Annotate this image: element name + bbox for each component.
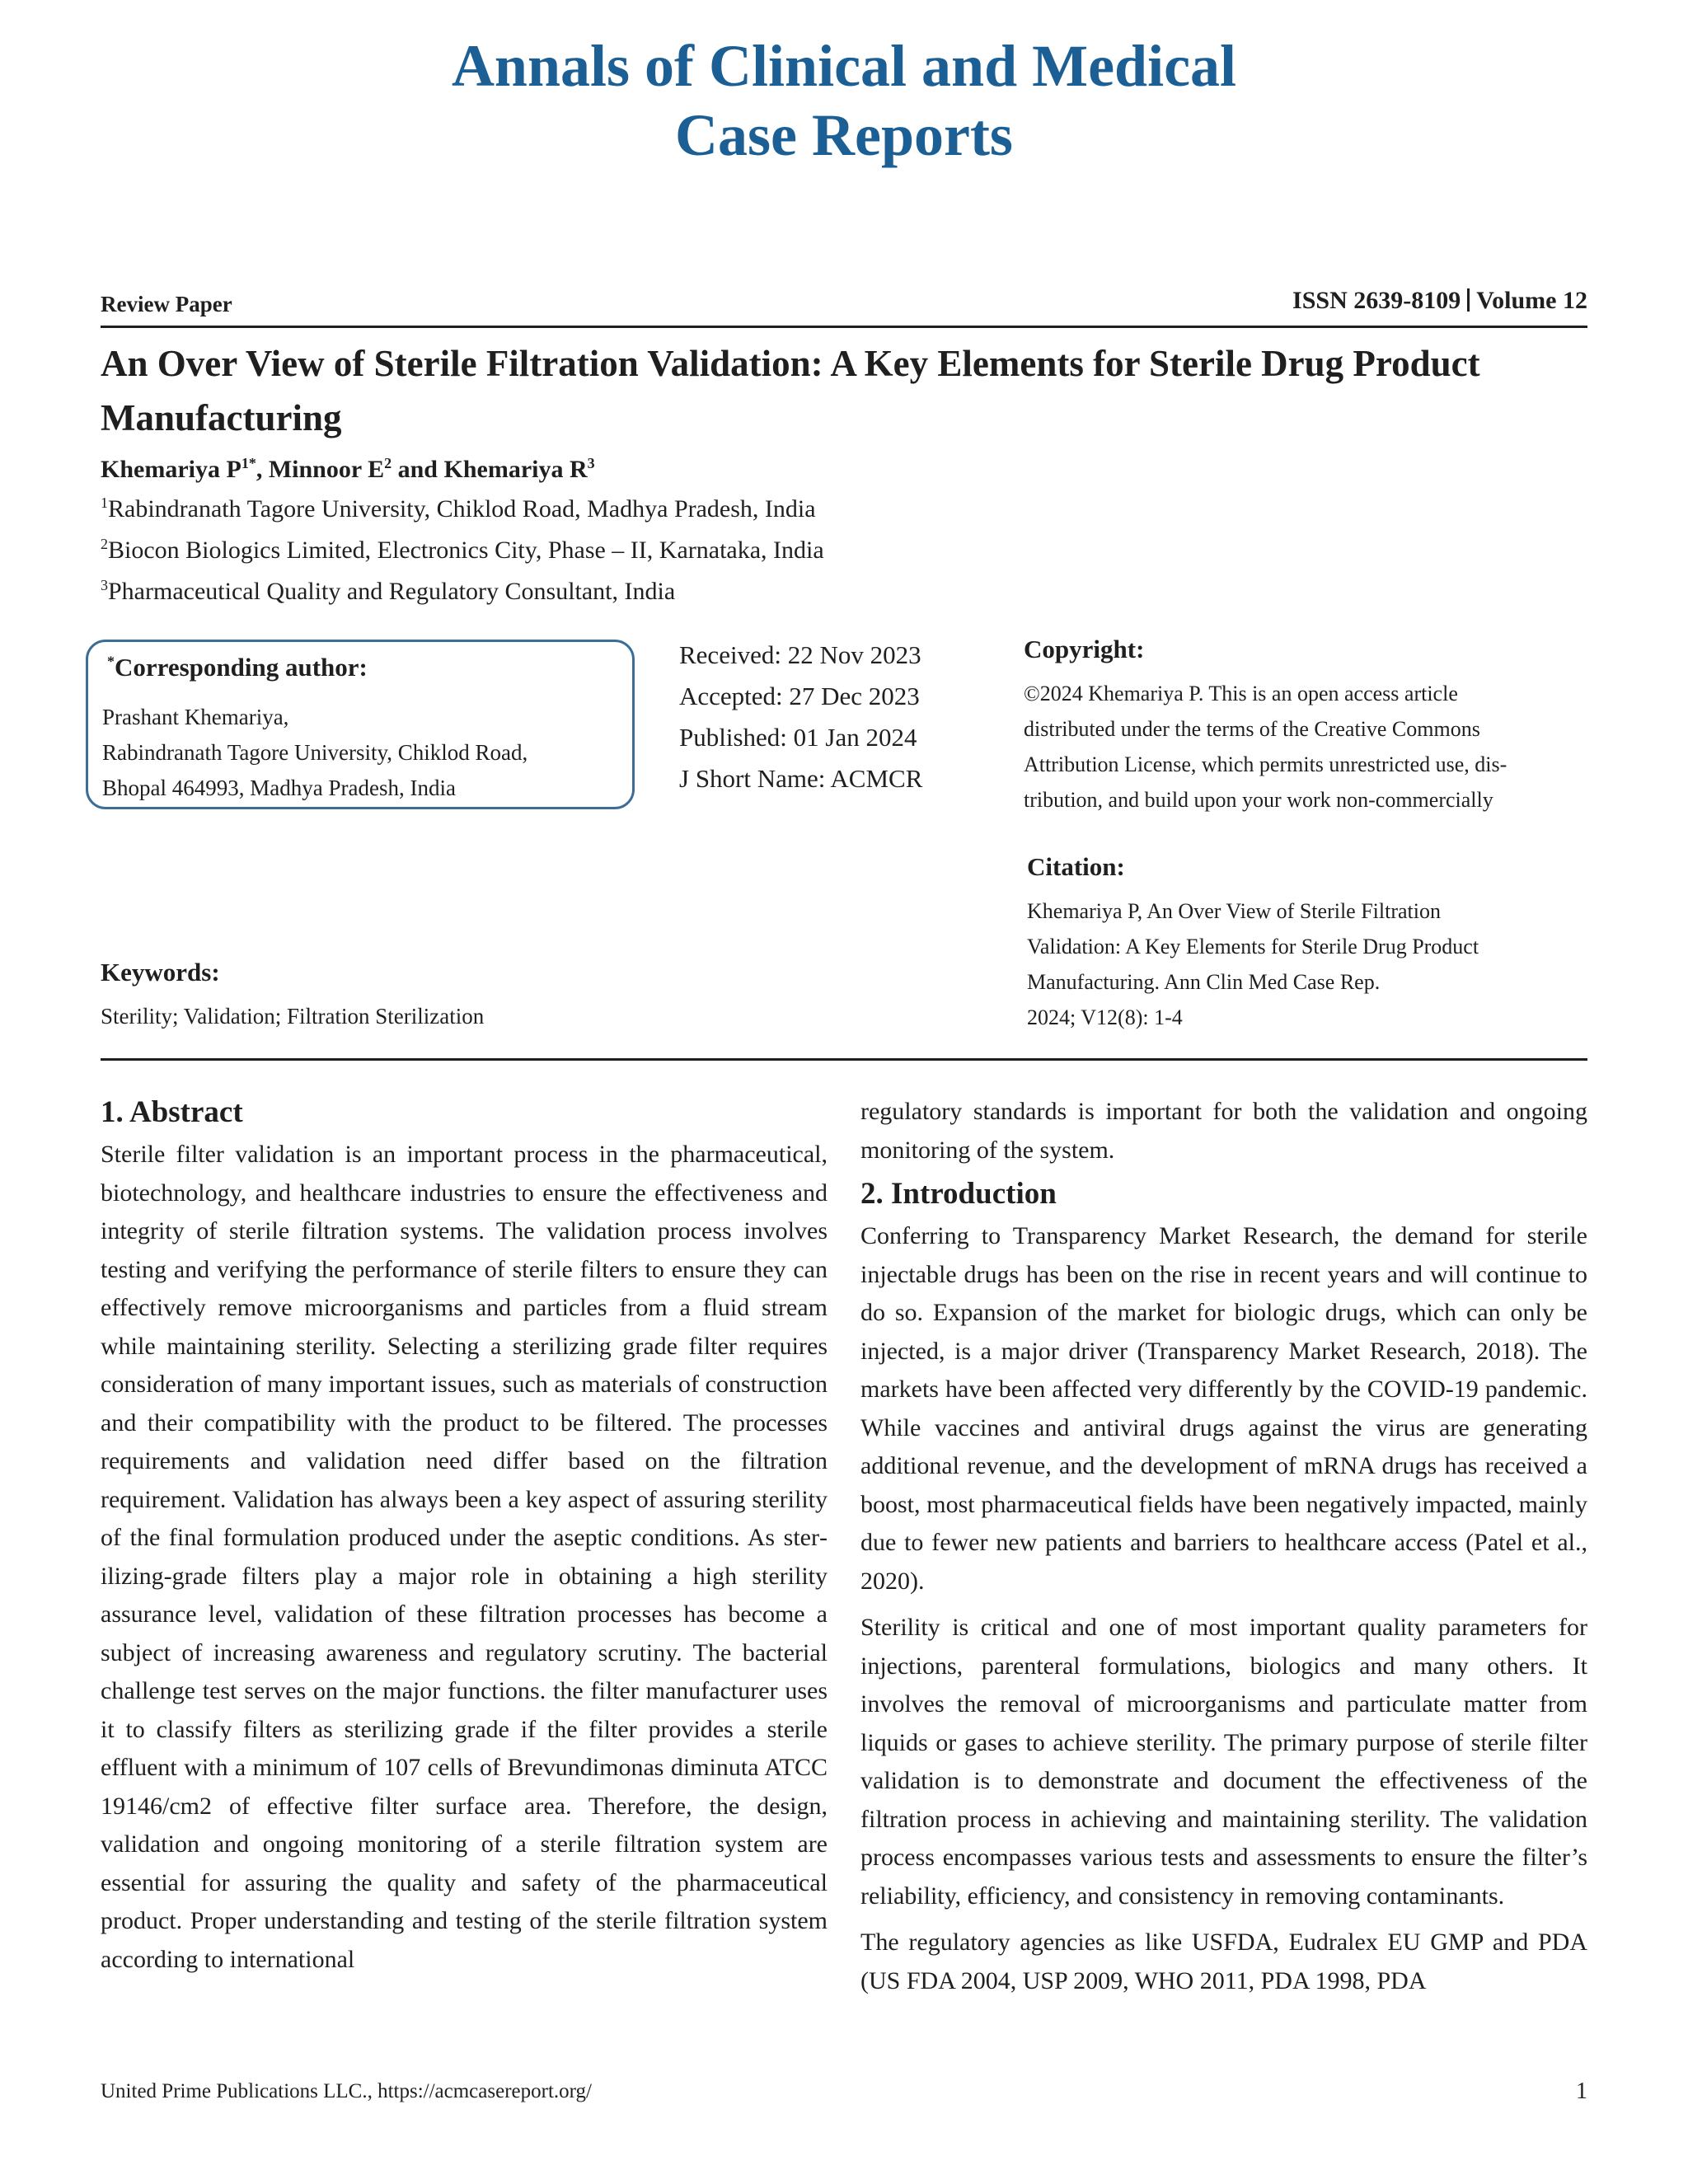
citation-line: Manufacturing. Ann Clin Med Case Rep. bbox=[1027, 970, 1381, 994]
issn-volume bbox=[1292, 287, 1587, 315]
paper-title: An Over View of Sterile Filtration Validation: A Key Elements for Sterile Drug Product Manufacturing bbox=[101, 343, 1480, 438]
introduction-paragraph: Sterility is critical and one of most important quality parameters for injections, parenteral formulations, biologics and many others. It involves the removal of microorganisms and particulate matter from liquids or gases to achieve sterility. The primary purpose of sterile filter validation is to demonstrate and document the effectiveness of the filtration process in achieving and maintaining sterility. The validation process encompasses various tests and assessments to ensure the filter’s reliability, efficiency, and consistency in removing contaminants. bbox=[860, 1614, 1587, 1910]
journal-title-line-1: Annals of Clinical and Medical bbox=[451, 33, 1237, 99]
affiliation-text: Pharmaceutical Quality and Regulatory Consultant, India bbox=[108, 578, 676, 605]
author-name: Khemariya P bbox=[101, 456, 241, 483]
citation-text bbox=[1027, 893, 1479, 1035]
corresponding-author-heading bbox=[107, 653, 368, 682]
article-type: Review Paper bbox=[101, 292, 232, 316]
author-affiliation-marker: 1* bbox=[241, 455, 256, 471]
affiliation bbox=[101, 577, 675, 606]
abstract-heading: 1. Abstract bbox=[101, 1095, 243, 1129]
accepted-date: Accepted: 27 Dec 2023 bbox=[679, 682, 920, 710]
affiliation bbox=[101, 494, 816, 523]
copyright-line: tribution, and build upon your work non-commercially bbox=[1024, 788, 1493, 812]
article-dates bbox=[679, 635, 922, 799]
introduction-paragraph: The regulatory agencies as like USFDA, Eudralex EU GMP and PDA (US FDA 2004, USP 2009, WHO 2011, PDA 1998, PDA bbox=[860, 1929, 1587, 1994]
page-number: 1 bbox=[1576, 2079, 1587, 2104]
corresponding-heading-text: Corresponding author: bbox=[115, 653, 368, 682]
publisher-footer: United Prime Publications LLC., https://acmcasereport.org/ bbox=[101, 2080, 592, 2102]
copyright-line: distributed under the terms of the Creative Commons bbox=[1024, 717, 1480, 741]
issn: ISSN 2639-8109 bbox=[1292, 287, 1461, 314]
copyright-line: ©2024 Khemariya P. This is an open access article bbox=[1024, 682, 1458, 705]
author-name: Khemariya R bbox=[443, 456, 588, 483]
left-column bbox=[101, 1090, 828, 1979]
citation-line: 2024; V12(8): 1-4 bbox=[1027, 1005, 1183, 1029]
copyright-line: Attribution License, which permits unrestricted use, dis- bbox=[1024, 752, 1507, 776]
affiliation-text: Biocon Biologics Limited, Electronics City, Phase – II, Karnataka, India bbox=[108, 537, 824, 564]
front-matter-rule bbox=[101, 1058, 1587, 1061]
header-rule bbox=[101, 326, 1587, 328]
author-separator: , bbox=[256, 456, 269, 483]
affiliation-marker: 1 bbox=[101, 494, 108, 511]
abstract-continuation: regulatory standards is important for both the validation and ongoing monitoring of the system. bbox=[860, 1098, 1587, 1164]
corresponding-author-line: Bhopal 464993, Madhya Pradesh, India bbox=[102, 776, 456, 800]
corresponding-author-line: Rabindranath Tagore University, Chiklod Road, bbox=[102, 740, 528, 765]
journal-title-line-2: Case Reports bbox=[675, 102, 1013, 168]
abstract-paragraph: Sterile filter validation is an important process in the pharmaceutical, biotechnology, and healthcare industries to ensure the effectiveness and integrity of sterile filtration systems. The validation process involves testing and verifying the performance of sterile filters to ensure they can effectively remove microorganisms and particles from a fluid stream while maintaining sterility. Selecting a sterilizing grade filter requires consideration of many important issues, such as materials of construction and their compatibility with the product to be filtered. The processes requirements and validation need differ based on the filtration requirement. Validation has always been a key aspect of assuring sterility of the final formulation produced under the aseptic conditions. As sterilizing-grade filters play a major role in obtaining a high sterility assurance level, validation of these filtration processes has become a subject of increasing awareness and regulatory scrutiny. The bacterial challenge test serves on the major functions. the filter manufacturer uses it to classify filters as sterilizing grade if the filter provides a sterile effluent with a minimum of 107 cells of Brevundimonas diminuta ATCC 19146/cm2 of effective filter surface area. Therefore, the design, validation and ongoing monitoring of a sterile filtration system are essential for assuring the quality and safety of the pharmaceutical product. Proper understanding and testing of the sterile filtration system according to international bbox=[101, 1141, 828, 1973]
right-column bbox=[860, 1093, 1587, 2000]
journal-short-name: J Short Name: ACMCR bbox=[679, 764, 923, 793]
keywords-heading: Keywords: bbox=[101, 958, 220, 987]
author-list bbox=[101, 455, 595, 484]
affiliation-marker: 2 bbox=[101, 536, 108, 552]
affiliation-marker: 3 bbox=[101, 577, 108, 593]
corresponding-author-line: Prashant Khemariya, bbox=[102, 705, 289, 729]
received-date: Received: 22 Nov 2023 bbox=[679, 640, 921, 669]
corresponding-star: * bbox=[107, 653, 115, 670]
author-name: Minnoor E bbox=[268, 456, 385, 483]
journal-title bbox=[0, 31, 1688, 170]
introduction-paragraph: Conferring to Transparency Market Research, the demand for sterile injectable drugs has been on the rise in recent years and will continue to do so. Expansion of the market for biologic drugs, which can only be injected, is a major driver (Transparency Market Research, 2018). The markets have been affected very differently by the COVID-19 pandemic. While vaccines and antiviral drugs against the virus are generating additional revenue, and the development of mRNA drugs has received a boost, most pharmaceutical fields have been negatively impacted, mainly due to fewer new patients and barriers to healthcare access (Patel et al., 2020). bbox=[860, 1222, 1587, 1595]
author-affiliation-marker: 3 bbox=[587, 455, 595, 471]
keywords-text: Sterility; Validation; Filtration Sterilization bbox=[101, 1004, 485, 1029]
introduction-heading: 2. Introduction bbox=[860, 1177, 1057, 1211]
affiliation bbox=[101, 536, 824, 565]
author-affiliation-marker: 2 bbox=[384, 455, 392, 471]
volume: Volume 12 bbox=[1476, 287, 1587, 314]
author-separator: and bbox=[392, 456, 444, 483]
citation-line: Validation: A Key Elements for Sterile Drug Product bbox=[1027, 935, 1479, 958]
citation-line: Khemariya P, An Over View of Sterile Filtration bbox=[1027, 899, 1441, 923]
copyright-text bbox=[1024, 676, 1507, 818]
published-date: Published: 01 Jan 2024 bbox=[679, 723, 917, 752]
citation-heading: Citation: bbox=[1027, 852, 1125, 881]
copyright-heading: Copyright: bbox=[1024, 635, 1145, 663]
header-separator bbox=[1467, 288, 1470, 312]
affiliation-text: Rabindranath Tagore University, Chiklod Road, Madhya Pradesh, India bbox=[108, 495, 816, 523]
